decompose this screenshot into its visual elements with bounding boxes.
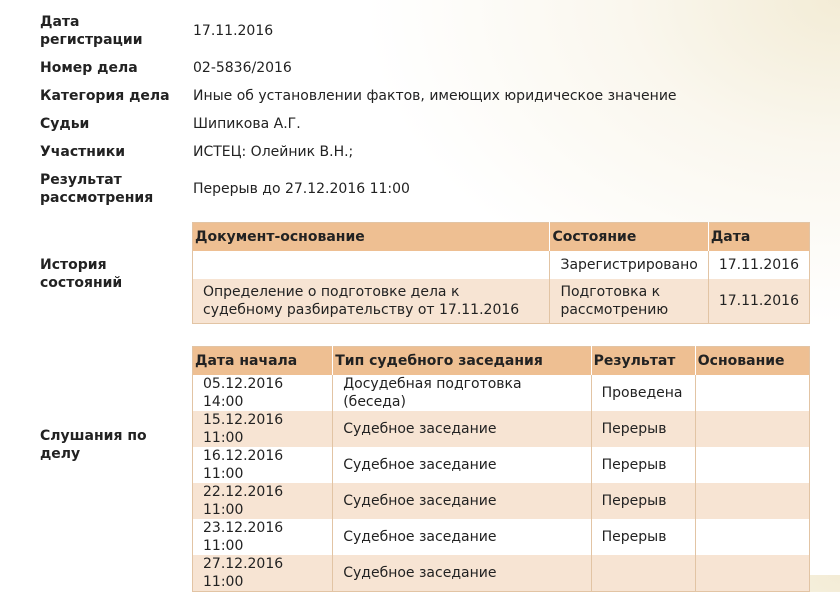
hearings-header-result: Результат (591, 347, 695, 376)
hearings-header-type: Тип судебного заседания (333, 347, 591, 376)
history-date-cell: 17.11.2016 (708, 279, 809, 324)
hearings-header-start: Дата начала (193, 347, 333, 376)
hearing-result-cell: Перерыв (591, 483, 695, 519)
hearing-basis-cell (695, 519, 809, 555)
history-doc-cell (193, 251, 550, 279)
hearing-basis-cell (695, 411, 809, 447)
hearing-start-cell: 23.12.2016 11:00 (193, 519, 333, 555)
hearing-basis-cell (695, 483, 809, 519)
table-row (193, 411, 810, 447)
hearing-start-cell: 27.12.2016 11:00 (193, 555, 333, 592)
hearing-result-cell (591, 555, 695, 592)
hearing-result-cell: Перерыв (591, 411, 695, 447)
hearing-basis-cell (695, 375, 809, 411)
history-label: История состояний (40, 257, 123, 291)
history-header-date: Дата (708, 223, 809, 252)
hearing-type-cell: Досудебная подготовка (беседа) (333, 375, 591, 411)
history-state-cell: Зарегистрировано (550, 251, 708, 279)
history-header-state: Состояние (550, 223, 708, 252)
hearings-header-row (193, 347, 810, 376)
case-number-label: Номер дела (40, 60, 138, 76)
history-date-cell: 17.11.2016 (708, 251, 809, 279)
hearing-start-cell: 15.12.2016 11:00 (193, 411, 333, 447)
hearing-type-cell: Судебное заседание (333, 519, 591, 555)
result-label: Результат рассмотрения (40, 172, 154, 206)
table-row (193, 375, 810, 411)
hearing-type-cell: Судебное заседание (333, 411, 591, 447)
case-number-value: 02-5836/2016 (193, 60, 292, 76)
history-header-doc: Документ-основание (193, 223, 550, 252)
reg-date-label: Дата регистрации (40, 14, 143, 48)
table-row (193, 279, 810, 324)
hearing-result-cell: Перерыв (591, 519, 695, 555)
history-header-row (193, 223, 810, 252)
hearing-result-cell: Перерыв (591, 447, 695, 483)
hearing-type-cell: Судебное заседание (333, 555, 591, 592)
table-row (193, 555, 810, 592)
table-row (193, 447, 810, 483)
participants-label: Участники (40, 144, 126, 160)
category-label: Категория дела (40, 88, 170, 104)
hearing-basis-cell (695, 555, 809, 592)
participants-value: ИСТЕЦ: Олейник В.Н.; (193, 144, 354, 160)
hearing-basis-cell (695, 447, 809, 483)
hearing-start-cell: 22.12.2016 11:00 (193, 483, 333, 519)
hearing-type-cell: Судебное заседание (333, 447, 591, 483)
table-row (193, 483, 810, 519)
judges-label: Судьи (40, 116, 90, 132)
history-table (192, 222, 810, 324)
hearing-start-cell: 16.12.2016 11:00 (193, 447, 333, 483)
hearing-type-cell: Судебное заседание (333, 483, 591, 519)
reg-date-value: 17.11.2016 (193, 23, 274, 39)
table-row (193, 519, 810, 555)
hearings-label: Слушания по делу (40, 428, 147, 462)
history-doc-cell: Определение о подготовке дела к судебному разбирательству от 17.11.2016 (193, 279, 550, 324)
history-state-cell: Подготовка к рассмотрению (550, 279, 708, 324)
hearings-table (192, 346, 810, 592)
judges-value: Шипикова А.Г. (193, 116, 301, 132)
category-value: Иные об установлении фактов, имеющих юридическое значение (193, 88, 677, 104)
table-row (193, 251, 810, 279)
hearing-result-cell: Проведена (591, 375, 695, 411)
hearings-header-basis: Основание (695, 347, 809, 376)
result-value: Перерыв до 27.12.2016 11:00 (193, 181, 410, 197)
hearing-start-cell: 05.12.2016 14:00 (193, 375, 333, 411)
